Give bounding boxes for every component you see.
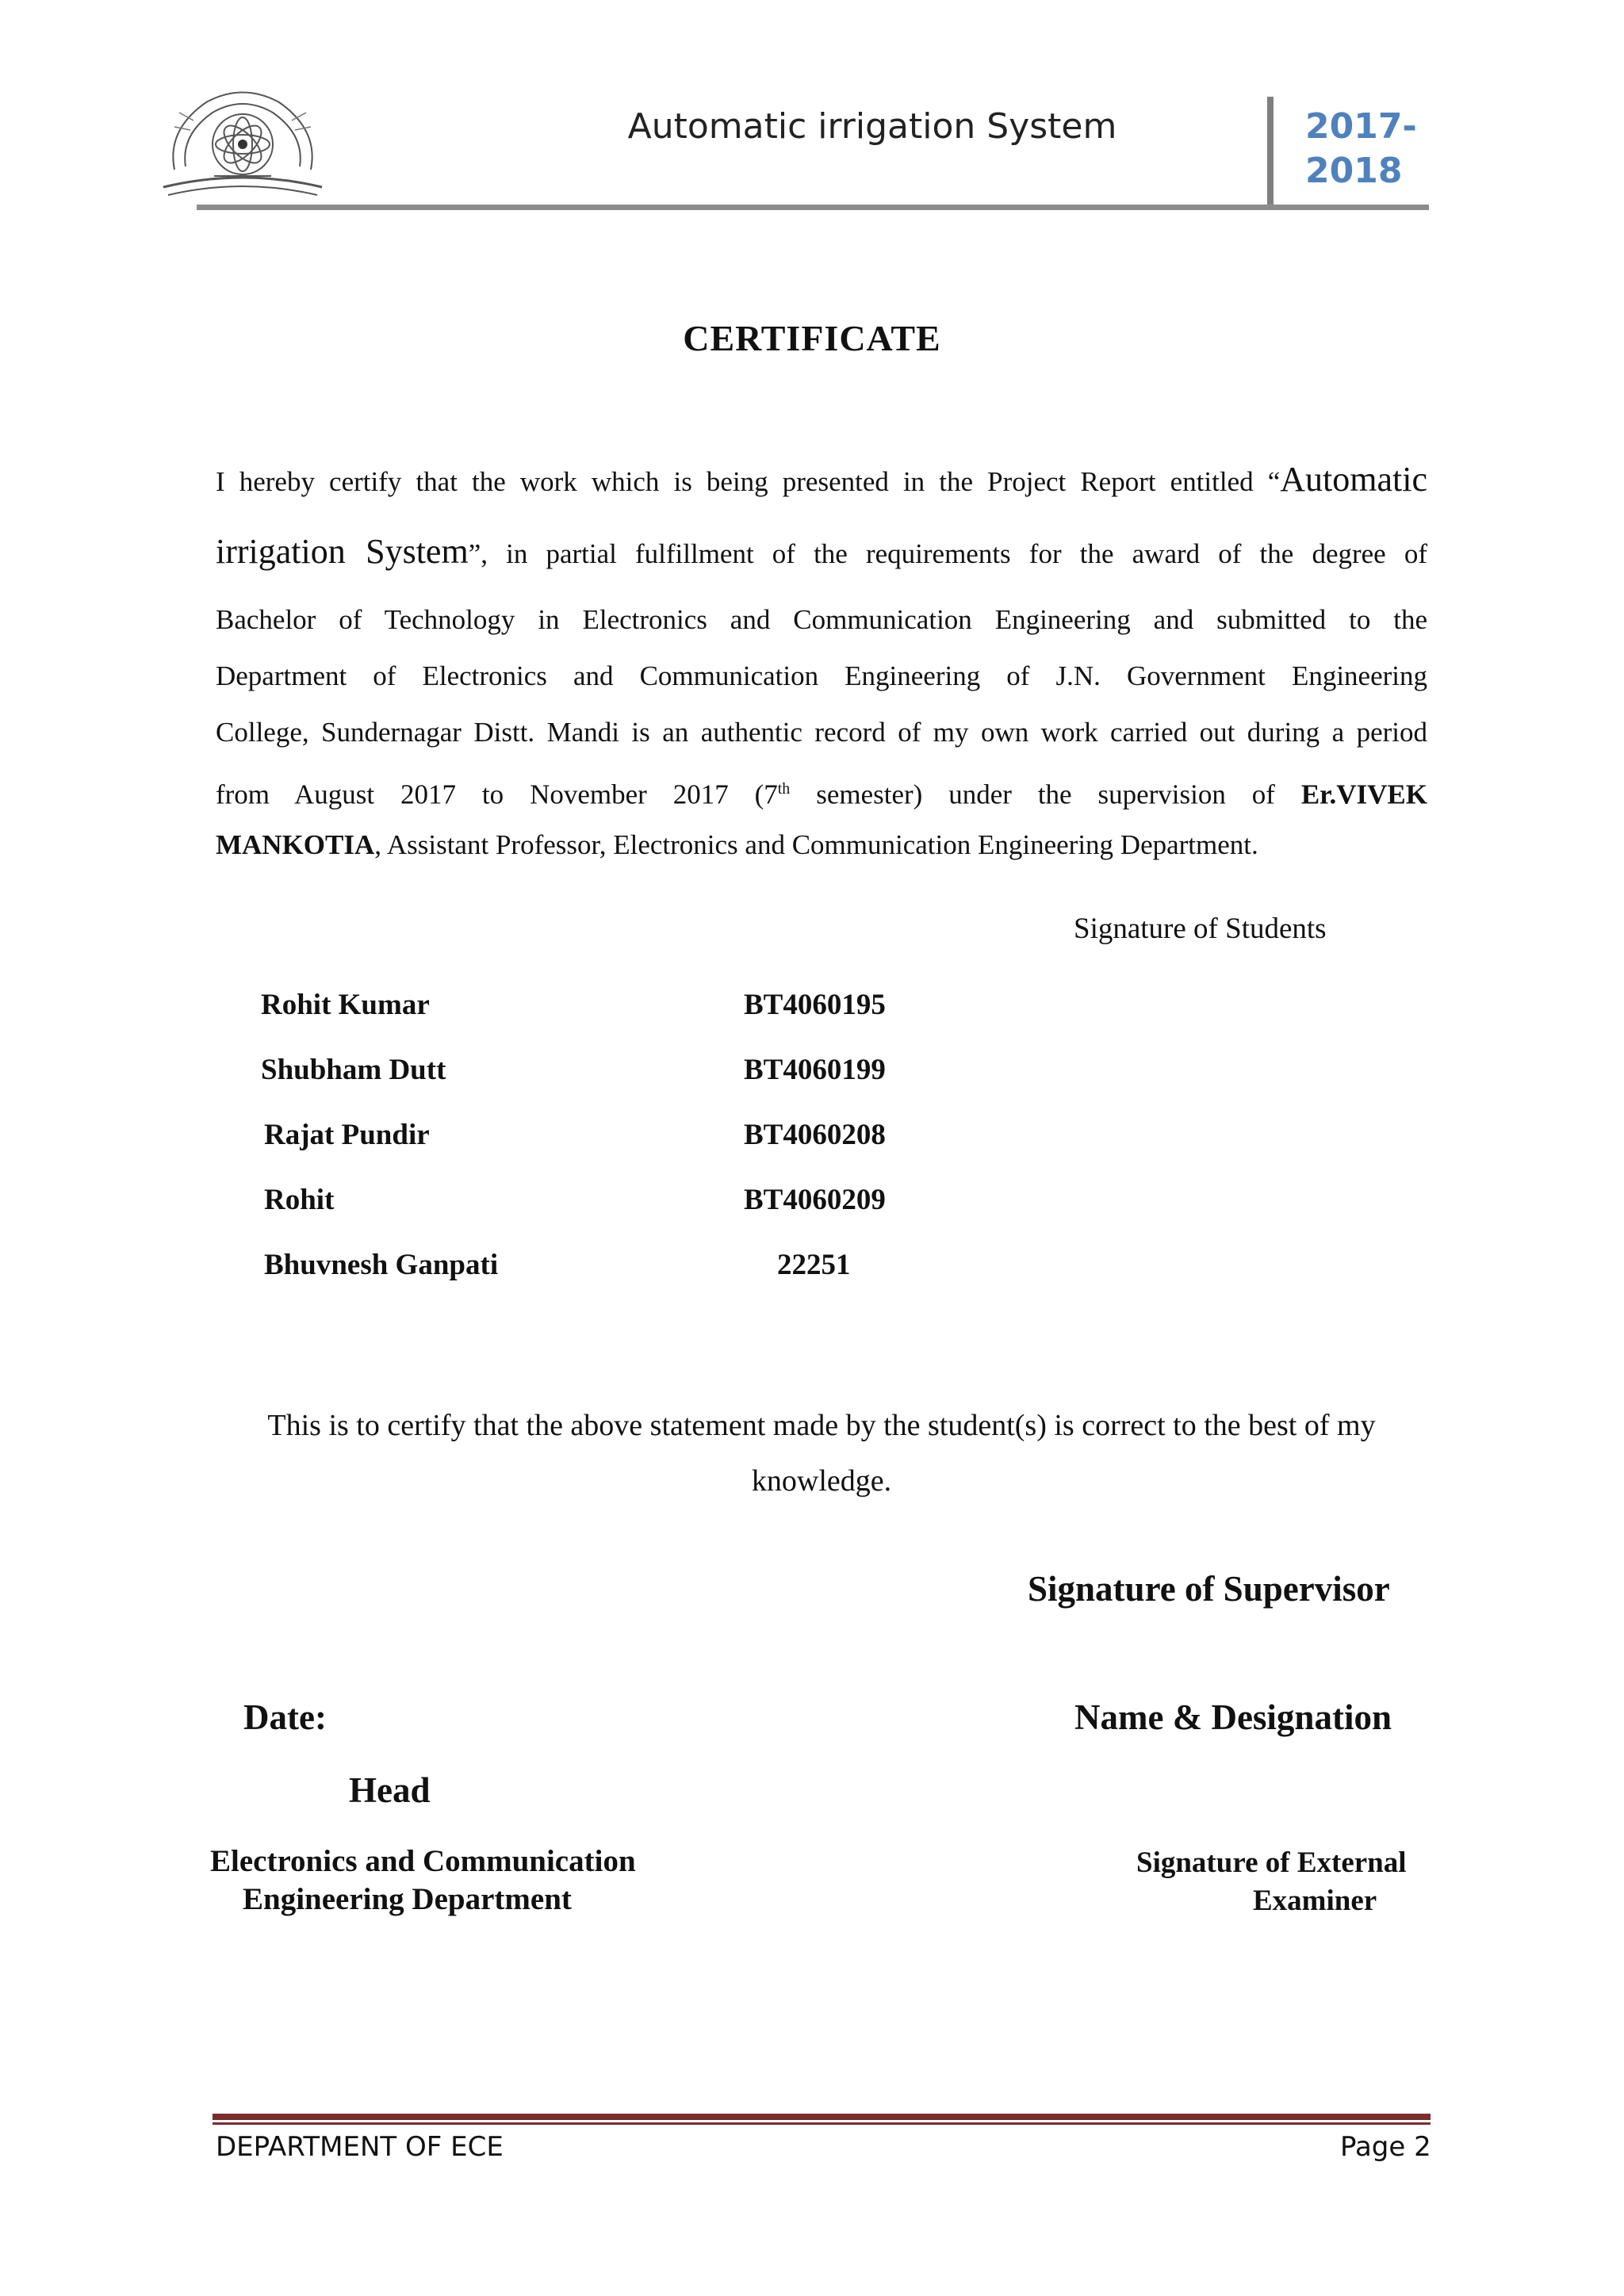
year-range-end: 2018 xyxy=(1305,151,1403,191)
signature-of-students: Signature of Students xyxy=(1074,913,1327,945)
certificate-title: CERTIFICATE xyxy=(683,318,941,358)
certificate-paragraph-line: I hereby certify that the work which is being presented in the Project Report entitled “Automatic xyxy=(216,460,1427,499)
student-roll-number: BT4060209 xyxy=(744,1184,886,1216)
student-name: Rajat Pundir xyxy=(264,1119,430,1151)
footer-rule xyxy=(213,2114,1431,2120)
supervisor-statement-line: knowledge. xyxy=(751,1464,892,1498)
college-emblem-icon xyxy=(159,82,327,201)
student-roll-number: BT4060199 xyxy=(744,1054,886,1086)
student-roll-number: 22251 xyxy=(777,1249,851,1281)
header-rule xyxy=(197,205,1429,210)
signature-of-supervisor: Signature of Supervisor xyxy=(1028,1569,1390,1609)
certificate-paragraph-line: from August 2017 to November 2017 (7th semester) under the supervision of Er.VIVEK xyxy=(216,779,1427,810)
supervisor-statement-line: This is to certify that the above statement made by the student(s) is correct to the best of my xyxy=(267,1409,1376,1442)
header-divider xyxy=(1267,97,1274,209)
date-label: Date: xyxy=(243,1697,327,1737)
external-examiner-line: Signature of External xyxy=(1136,1846,1407,1879)
footer-rule-thin xyxy=(213,2122,1431,2125)
external-examiner-line: Examiner xyxy=(1253,1885,1377,1917)
certificate-paragraph-line: Bachelor of Technology in Electronics and Communication Engineering and submitted to the xyxy=(216,604,1427,635)
student-name: Bhuvnesh Ganpati xyxy=(264,1249,499,1281)
student-name: Shubham Dutt xyxy=(261,1054,446,1086)
certificate-paragraph-line: MANKOTIA, Assistant Professor, Electronics and Communication Engineering Department. xyxy=(216,829,1258,860)
name-designation-label: Name & Designation xyxy=(1074,1697,1392,1737)
head-label: Head xyxy=(349,1770,431,1810)
page-number: Page 2 xyxy=(1340,2131,1431,2163)
report-title: Automatic irrigation System xyxy=(627,106,1117,147)
certificate-paragraph-line: Department of Electronics and Communication Engineering of J.N. Government Engineering xyxy=(216,660,1427,691)
student-roll-number: BT4060208 xyxy=(744,1119,886,1151)
footer-department: DEPARTMENT OF ECE xyxy=(216,2131,504,2163)
student-roll-number: BT4060195 xyxy=(744,989,886,1021)
certificate-paragraph-line: irrigation System”, in partial fulfillment of the requirements for the award of the degree of xyxy=(216,532,1427,571)
student-name: Rohit xyxy=(264,1184,335,1216)
year-range-start: 2017- xyxy=(1305,106,1417,147)
department-name-line: Engineering Department xyxy=(243,1882,572,1916)
department-name-line: Electronics and Communication xyxy=(210,1844,636,1878)
certificate-paragraph-line: College, Sundernagar Distt. Mandi is an authentic record of my own work carried out during a period xyxy=(216,717,1427,748)
student-name: Rohit Kumar xyxy=(261,989,430,1021)
